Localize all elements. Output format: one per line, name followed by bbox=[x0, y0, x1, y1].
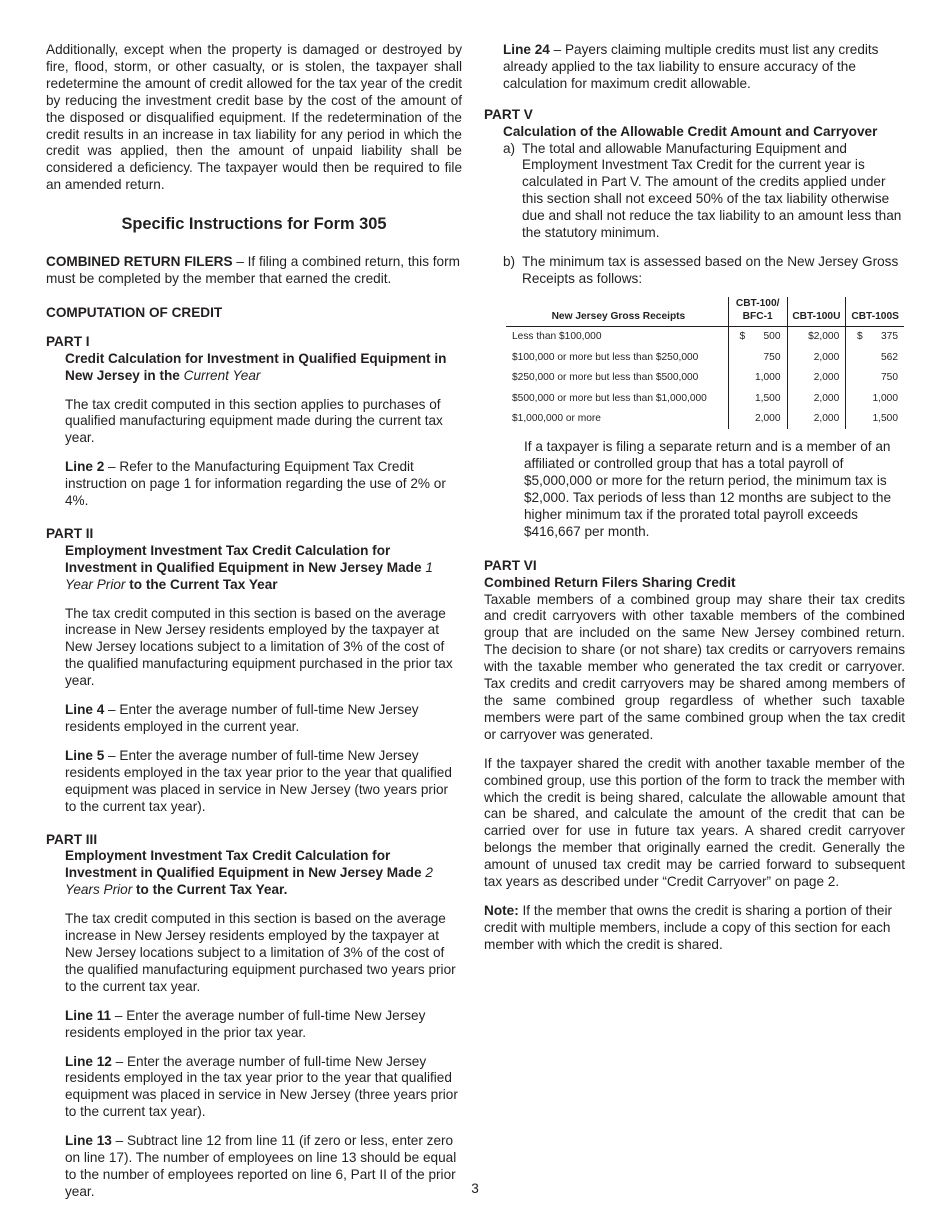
row-cbt100u-value: 2,000 bbox=[787, 388, 846, 409]
minimum-tax-table bbox=[506, 297, 904, 430]
part3-title-italic: 2 Years Prior bbox=[65, 865, 433, 898]
row-cbt100-value: 1,000 bbox=[728, 368, 787, 389]
part6-heading: PART VI bbox=[484, 557, 537, 573]
part1-line2 bbox=[65, 459, 462, 510]
part2-line4 bbox=[65, 702, 462, 736]
right-column bbox=[484, 42, 905, 954]
left-column bbox=[46, 42, 462, 1201]
header-cbt100s: CBT-100S bbox=[846, 297, 904, 327]
row-cbt100s-value: 562 bbox=[846, 347, 904, 368]
line5-label: Line 5 bbox=[65, 747, 105, 763]
part2-title-bold-end: to the Current Tax Year bbox=[125, 576, 278, 592]
item-a-marker: a) bbox=[503, 140, 516, 156]
line24-text: – Payers claiming multiple credits must list any credits already applied to the tax liability to ensure accuracy of the calculation for maximum credit allowable. bbox=[503, 42, 879, 91]
part2-title-italic: 1 Year Prior bbox=[65, 559, 433, 592]
combined-return-text: – If filing a combined return, this form must be completed by the member that earned the credit. bbox=[46, 254, 460, 286]
line5-text: – Enter the average number of full-time New Jersey residents employed in the tax year prior to the year that qualified equipment was placed in service in New Jersey (two years prior to the current tax year). bbox=[65, 747, 452, 814]
part1-body: The tax credit computed in this section applies to purchases of qualified manufacturing equipment made during the current tax year. bbox=[65, 396, 443, 446]
part3-line11 bbox=[65, 1008, 462, 1042]
combined-return-paragraph bbox=[46, 254, 462, 288]
item-a-text: The total and allowable Manufacturing Equipment and Employment Investment Tax Credit for the current year is calculated in Part V. The amount of the credits applied under this section shall not exceed 50% of the tax liability otherwise due and shall not reduce the tax liability to an amount less than the statutory minimum. bbox=[522, 140, 902, 241]
line12-text: – Enter the average number of full-time New Jersey residents employed in the tax year prior to the year that qualified equipment was placed in service in New Jersey (three years prior to the current tax year). bbox=[65, 1053, 458, 1120]
part3-heading: PART III bbox=[46, 831, 98, 847]
combined-return-label: COMBINED RETURN FILERS bbox=[46, 254, 233, 270]
row-cbt100u-value: 2,000 bbox=[787, 368, 846, 389]
minimum-tax-note: If a taxpayer is filing a separate return and is a member of an affiliated or controlled group that has a total payroll of $5,000,000 or more for the return period, the minimum tax is $2,000. Tax periods of less than 12 months are subject to the higher minimum tax if the prorated total payroll exceeds $416,667 per month. bbox=[524, 439, 892, 539]
part6-note bbox=[484, 903, 905, 954]
part5-item-a bbox=[503, 141, 905, 242]
part6-para2: If the taxpayer shared the credit with another taxable member of the combined group, use this portion of the form to track the member with which the credit is being shared, calculate the allowable amount that can be shared, and calculate the amount of the credit that can be carried over for use in future tax years. A shared credit carryover belongs the member that originally earned the credit. Generally the amount of unused tax credit may be carried forward to subsequent tax years as described under “Credit Carryover” on page 2. bbox=[484, 755, 905, 890]
line13-label: Line 13 bbox=[65, 1133, 112, 1149]
part2-title-bold: Employment Investment Tax Credit Calculation for Investment in Qualified Equipment in New Jersey Made bbox=[65, 542, 426, 575]
part1-title-italic: Current Year bbox=[183, 367, 261, 383]
part6-para1: Taxable members of a combined group may share their tax credits and credit carryovers with other taxable members of the combined group that are included on the same New Jersey combined return. The decision to share (or not share) tax credits or carryovers remains with the taxable member who generated the tax credit or carryover. Tax credits and credit carryovers may be shared among members of the same combined group regardless of whether such taxable members were part of the same combined group when the tax credit or carryover was generated. bbox=[484, 591, 905, 742]
line4-text: – Enter the average number of full-time New Jersey residents employed in the current year. bbox=[65, 702, 419, 734]
header-cbt100u: CBT-100U bbox=[787, 297, 846, 327]
line4-label: Line 4 bbox=[65, 702, 105, 718]
line11-text: – Enter the average number of full-time New Jersey residents employed in the prior tax year. bbox=[65, 1007, 426, 1040]
row-label: $500,000 or more but less than $1,000,000 bbox=[512, 392, 707, 404]
part1-heading: PART I bbox=[46, 333, 90, 349]
table-row bbox=[506, 388, 904, 409]
row-label: $100,000 or more but less than $250,000 bbox=[512, 351, 699, 363]
line24-label: Line 24 bbox=[503, 42, 550, 57]
row-label: Less than $100,000 bbox=[512, 331, 602, 343]
part2-heading: PART II bbox=[46, 525, 94, 541]
table-row bbox=[506, 347, 904, 368]
part2-line5 bbox=[65, 748, 462, 816]
row-cbt100s-value: $ 375 bbox=[846, 326, 904, 347]
line13-text: – Subtract line 12 from line 11 (if zero or less, enter zero on line 17). The number of employees on line 13 should be equal to the number of employees reported on line 6, Part II of the prior year. bbox=[65, 1133, 457, 1199]
part1-title bbox=[65, 351, 462, 385]
part3-title-bold-end: to the Current Tax Year. bbox=[132, 882, 288, 898]
row-label: $1,000,000 or more bbox=[512, 413, 601, 425]
row-cbt100s-value: 1,000 bbox=[846, 388, 904, 409]
part3-title-bold: Employment Investment Tax Credit Calculation for Investment in Qualified Equipment in New Jersey Made bbox=[65, 848, 426, 881]
note-label: Note: bbox=[484, 902, 519, 918]
row-cbt100u-value: 2,000 bbox=[787, 409, 846, 430]
line11-label: Line 11 bbox=[65, 1007, 112, 1023]
section-title: Specific Instructions for Form 305 bbox=[121, 215, 387, 234]
row-cbt100-value: $ 500 bbox=[728, 326, 787, 347]
part6-title: Combined Return Filers Sharing Credit bbox=[484, 574, 736, 590]
part3-title bbox=[65, 848, 462, 899]
header-gross-receipts: New Jersey Gross Receipts bbox=[506, 297, 728, 327]
line24-paragraph bbox=[503, 42, 905, 93]
row-cbt100s-value: 750 bbox=[846, 368, 904, 389]
part2-title bbox=[65, 543, 462, 594]
row-cbt100u-value: 2,000 bbox=[787, 347, 846, 368]
item-b-marker: b) bbox=[503, 253, 516, 269]
row-cbt100s-value: 1,500 bbox=[846, 409, 904, 430]
intro-paragraph: Additionally, except when the property is damaged or destroyed by fire, flood, storm, or other casualty, or is stolen, the taxpayer shall redetermine the amount of credit allowed for the tax year of the credit by reducing the investment credit base by the cost of the amount of the disposed or disqualified equipment. If the redetermination of the credit results in an increase in tax liability for any period in which the credit was applied, then the amount of unpaid liability shall be considered a deficiency. The taxpayer would then be required to file an amended return. bbox=[46, 42, 462, 193]
row-cbt100u-value: $2,000 bbox=[787, 326, 846, 347]
table-header-row bbox=[506, 297, 904, 327]
line12-label: Line 12 bbox=[65, 1053, 112, 1069]
note-text: If the member that owns the credit is sharing a portion of their credit with multiple members, include a copy of this section for each member with which the credit is shared. bbox=[484, 902, 893, 952]
part1-title-bold: Credit Calculation for Investment in Qualified Equipment in New Jersey in the bbox=[65, 350, 447, 383]
table-row bbox=[506, 409, 904, 430]
row-cbt100-value: 750 bbox=[728, 347, 787, 368]
currency-symbol: $ bbox=[739, 331, 746, 343]
computation-heading: COMPUTATION OF CREDIT bbox=[46, 304, 223, 320]
part5-heading: PART V bbox=[484, 106, 533, 122]
part3-line12 bbox=[65, 1054, 462, 1122]
part5-title: Calculation of the Allowable Credit Amount and Carryover bbox=[503, 123, 878, 139]
item-b-text: The minimum tax is assessed based on the New Jersey Gross Receipts as follows: bbox=[522, 253, 899, 286]
row-cbt100-value: 2,000 bbox=[728, 409, 787, 430]
row-label: $250,000 or more but less than $500,000 bbox=[512, 372, 699, 384]
part3-body: The tax credit computed in this section is based on the average increase in New Jersey residents employed by the taxpayer at New Jersey locations subject to a limitation of 3% of the cost of the qualified manufacturing equipment purchased two years prior to the current tax year. bbox=[65, 911, 456, 994]
line2-label: Line 2 bbox=[65, 459, 105, 475]
line2-text: – Refer to the Manufacturing Equipment Tax Credit instruction on page 1 for information regarding the use of 2% or 4%. bbox=[65, 459, 446, 509]
part5-item-b bbox=[503, 254, 905, 288]
table-row bbox=[506, 368, 904, 389]
table-row bbox=[506, 326, 904, 347]
header-cbt100-bfc1: CBT-100/ BFC-1 bbox=[728, 297, 787, 327]
page-number: 3 bbox=[471, 1181, 479, 1196]
row-cbt100-value: 1,500 bbox=[728, 388, 787, 409]
currency-symbol: $ bbox=[857, 331, 863, 343]
part2-body: The tax credit computed in this section is based on the average increase in New Jersey residents employed by the taxpayer at New Jersey locations subject to a limitation of 3% of the cost of the qualified manufacturing equipment purchased in the prior tax year. bbox=[65, 605, 453, 689]
